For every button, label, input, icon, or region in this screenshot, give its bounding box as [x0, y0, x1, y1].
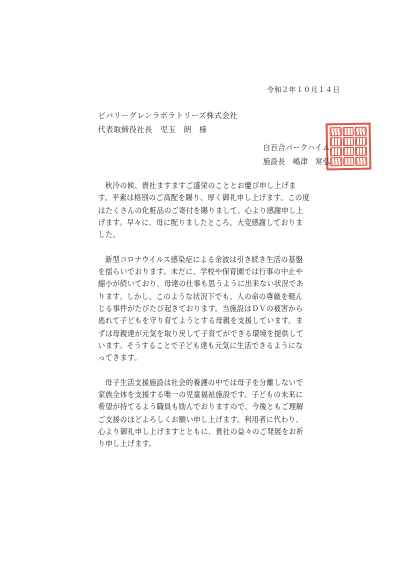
sender-person: 施設長 嶋津 常弘 — [263, 156, 331, 166]
sender-organization: 白百合パークハイム — [263, 143, 330, 152]
recipient-company: ビバリーグレンラボラトリーズ株式会社 — [98, 111, 238, 120]
body-paragraph-covid: 新型コロナウイルス感染症による余波は引き続き生活の基盤を揺らいでおります。未だに、学校や保育園では行事の中止や縮小が続いており、母達の仕事も思うように出来ない状況であります。しかし、このような状況下でも、人の命の尊厳を軽んじる事件がたびたび起きております。当施設はＤＶの被害から逃れて子どもを守り育てようとする母親を支援しています。まずは母親達が元気を取り戻して子育てができる環境を提供しています。そうすることで子ども達も元気に生活できるようになってきます。 — [98, 254, 304, 363]
letter-body — [98, 180, 310, 451]
sender-block — [263, 141, 330, 168]
seal-glyph — [330, 127, 342, 136]
seal-glyph — [355, 127, 367, 136]
seal-glyph — [330, 147, 342, 156]
seal-glyph — [355, 137, 367, 146]
seal-glyph — [342, 127, 354, 136]
official-seal-stamp — [326, 123, 372, 171]
recipient-person: 代表取締役社長 児玉 朗 様 — [98, 125, 208, 134]
recipient-block — [98, 109, 238, 137]
seal-glyph — [355, 147, 367, 156]
body-paragraph-greeting: 秋冷の候、貴社ますますご盛栄のこととお慶び申し上げます。平素は格別のご高配を賜り、厚く御礼申し上げます。この度はたくさんの化粧品のご寄付を賜りまして、心より感謝申し上げます。早々に、母に配りましたところ、大変感謝しておりました。 — [98, 181, 310, 240]
seal-glyph — [343, 147, 355, 156]
seal-glyph — [330, 137, 342, 146]
seal-glyph — [343, 157, 355, 166]
body-paragraph-closing: 母子生活支援施設は社会的養護の中では母子を分離しないで家族全体を支援する唯一の児童福祉施設です。子どもの未来に希望が持てるよう職員も励んでおりますので、今後ともご理解ご支援のほどよろしくお願い申し上げます。利用者に代わり、心より御礼申し上げますとともに、貴社の益々のご発展をお祈り申し上げます。 — [98, 377, 304, 449]
seal-glyph — [330, 157, 342, 166]
seal-glyph — [356, 157, 368, 166]
letter-date: 令和２年１０月１４日 — [267, 86, 340, 94]
seal-glyph — [342, 137, 354, 146]
